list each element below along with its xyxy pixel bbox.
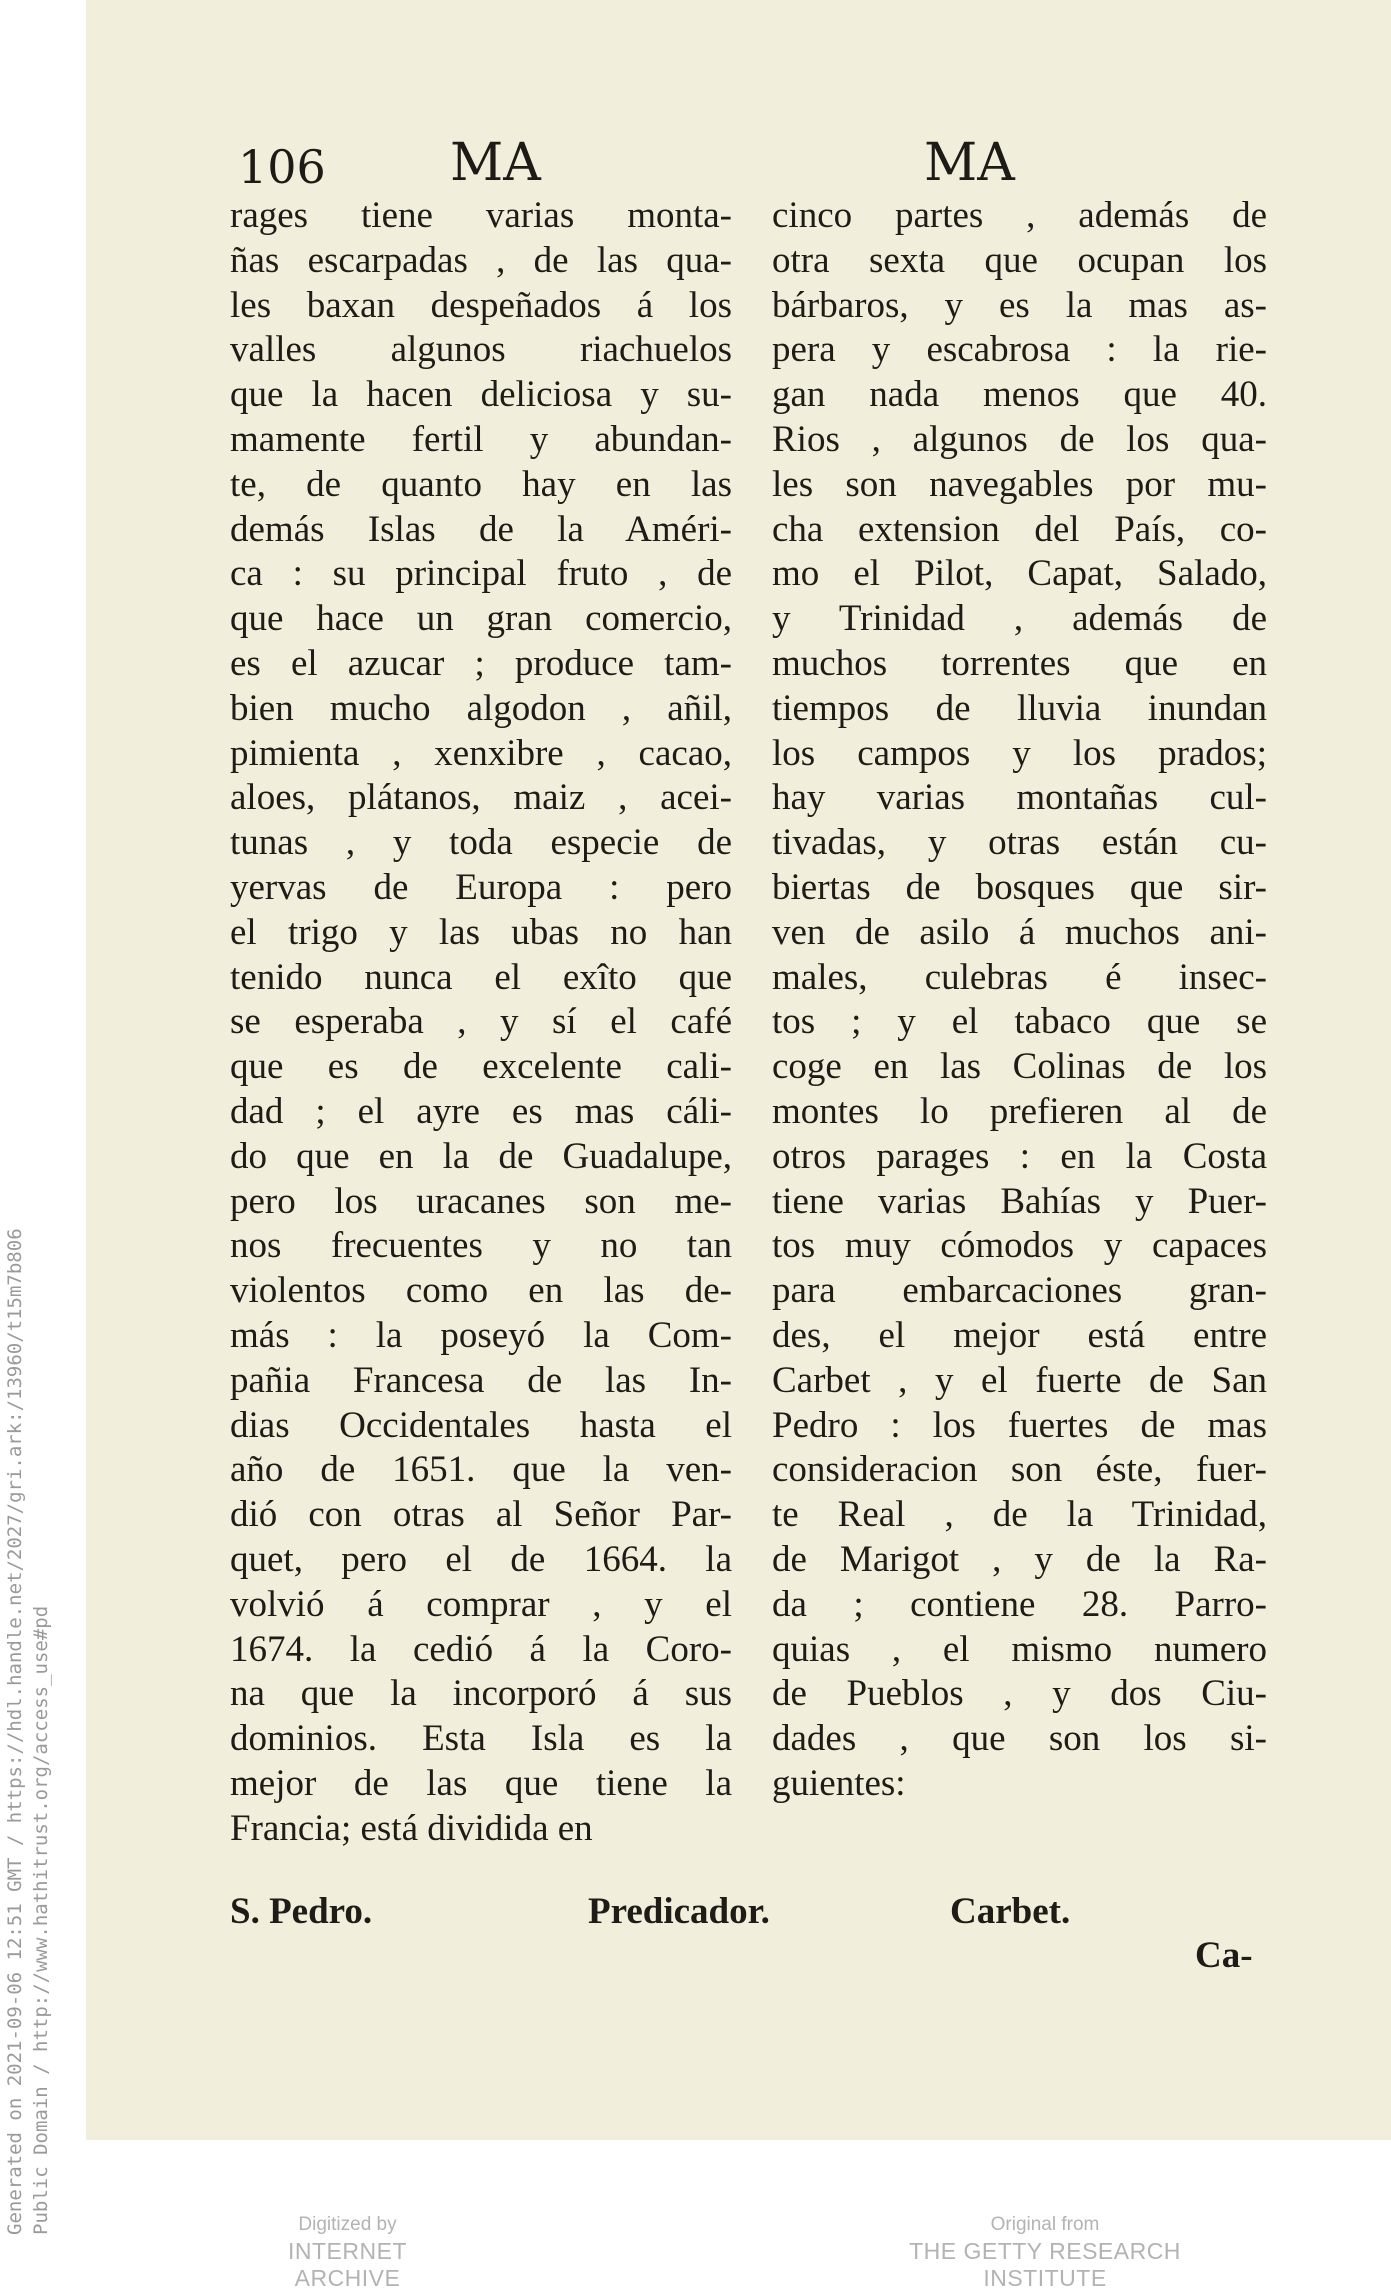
text-line: Carbet , y el fuerte de San	[772, 1359, 1267, 1401]
text-line: y Trinidad , además de	[772, 598, 1267, 640]
text-line: de Marigot , y de la Ra-	[772, 1538, 1267, 1580]
text-line: consideracion son éste, fuer-	[772, 1449, 1267, 1491]
text-line: año de 1651. que la ven-	[230, 1449, 732, 1491]
text-line: violentos como en las de-	[230, 1270, 732, 1312]
text-line: te Real , de la Trinidad,	[772, 1494, 1267, 1536]
text-line: ven de asilo á muchos ani-	[772, 911, 1267, 953]
text-line: biertas de bosques que sir-	[772, 866, 1267, 908]
text-line: cha extension del País, co-	[772, 508, 1267, 550]
text-line: valles algunos riachuelos	[230, 329, 732, 371]
text-line: tos muy cómodos y capaces	[772, 1225, 1267, 1267]
text-line: es el azucar ; produce tam-	[230, 642, 732, 684]
text-line: más : la poseyó la Com-	[230, 1314, 732, 1356]
text-line: mo el Pilot, Capat, Salado,	[772, 553, 1267, 595]
left-text-column	[230, 194, 732, 1851]
text-line: 1674. la cedió á la Coro-	[230, 1628, 732, 1670]
hathitrust-stamp	[0, 1150, 60, 2250]
text-line: quias , el mismo numero	[772, 1628, 1267, 1670]
text-line: muchos torrentes que en	[772, 642, 1267, 684]
text-line: tos ; y el tabaco que se	[772, 1001, 1267, 1043]
text-line: Pedro : los fuertes de mas	[772, 1404, 1267, 1446]
text-line: los campos y los prados;	[772, 732, 1267, 774]
text-line: se esperaba , y sí el café	[230, 1001, 732, 1043]
text-line: otra sexta que ocupan los	[772, 239, 1267, 281]
text-line: tunas , y toda especie de	[230, 822, 732, 864]
original-from-label: Original from	[990, 2214, 1100, 2235]
text-line: tiene varias Bahías y Puer-	[772, 1180, 1267, 1222]
city-name: Predicador.	[588, 1891, 770, 1932]
text-line: yervas de Europa : pero	[230, 866, 732, 908]
text-line: des, el mejor está entre	[772, 1314, 1267, 1356]
text-line: rages tiene varias monta-	[230, 195, 732, 236]
text-line: bien mucho algodon , añil,	[230, 687, 732, 729]
text-line: les son navegables por mu-	[772, 463, 1267, 505]
text-line: aloes, plátanos, maiz , acei-	[230, 777, 732, 819]
right-text-column	[772, 194, 1267, 1807]
text-line: males, culebras é insec-	[772, 956, 1267, 998]
city-name: S. Pedro.	[230, 1891, 373, 1932]
text-line: que la hacen deliciosa y su-	[230, 374, 732, 416]
digitized-by-label: Digitized by	[298, 2214, 397, 2235]
text-line: pero los uracanes son me-	[230, 1180, 732, 1222]
city-name: Carbet.	[950, 1891, 1071, 1932]
text-line: do que en la de Guadalupe,	[230, 1135, 732, 1177]
running-head-right: MA	[924, 133, 1015, 193]
text-line: que hace un gran comercio,	[230, 598, 732, 640]
text-line: otros parages : en la Costa	[772, 1135, 1267, 1177]
public-domain-stamp-line: Public Domain / http://www.hathitrust.org/access_use#pd	[30, 1605, 52, 2235]
text-line: bárbaros, y es la mas as-	[772, 284, 1267, 326]
text-line: nos frecuentes y no tan	[230, 1225, 732, 1267]
text-line: Rios , algunos de los qua-	[772, 418, 1267, 460]
text-line: ñas escarpadas , de las qua-	[230, 239, 732, 281]
text-line: dades , que son los si-	[772, 1718, 1267, 1760]
text-line: demás Islas de la Améri-	[230, 508, 732, 550]
page-number: 106	[238, 140, 326, 194]
text-line: na que la incorporó á sus	[230, 1673, 732, 1715]
text-line: pañia Francesa de las In-	[230, 1359, 732, 1401]
text-line: Francia; está dividida en	[230, 1807, 593, 1849]
text-line: te, de quanto hay en las	[230, 463, 732, 505]
generated-stamp-line: Generated on 2021-09-06 12:51 GMT / https://hdl.handle.net/2027/gri.ark:/13960/t15m7b806	[4, 1228, 26, 2235]
text-line: para embarcaciones gran-	[772, 1270, 1267, 1312]
text-line: les baxan despeñados á los	[230, 284, 732, 326]
text-line: pimienta , xenxibre , cacao,	[230, 732, 732, 774]
original-from-footer	[855, 2214, 1235, 2292]
text-line: guientes:	[772, 1762, 906, 1804]
text-line: mejor de las que tiene la	[230, 1762, 732, 1804]
text-line: tivadas, y otras están cu-	[772, 822, 1267, 864]
text-line: montes lo prefieren al de	[772, 1090, 1267, 1132]
text-line: tiempos de lluvia inundan	[772, 687, 1267, 729]
text-line: hay varias montañas cul-	[772, 777, 1267, 819]
catchword: Ca-	[1195, 1935, 1253, 1976]
text-line: que es de excelente cali-	[230, 1046, 732, 1088]
internet-archive-label: INTERNET ARCHIVE	[288, 2238, 407, 2291]
text-line: dominios. Esta Isla es la	[230, 1718, 732, 1760]
text-line: dad ; el ayre es mas cáli-	[230, 1090, 732, 1132]
text-line: dió con otras al Señor Par-	[230, 1494, 732, 1536]
text-line: pera y escabrosa : la rie-	[772, 329, 1267, 371]
running-head-left: MA	[450, 133, 541, 193]
text-line: cinco partes , además de	[772, 195, 1267, 236]
text-line: tenido nunca el exîto que	[230, 956, 732, 998]
text-line: ca : su principal fruto , de	[230, 553, 732, 595]
text-line: quet, pero el de 1664. la	[230, 1538, 732, 1580]
text-line: volvió á comprar , y el	[230, 1583, 732, 1625]
text-line: dias Occidentales hasta el	[230, 1404, 732, 1446]
text-line: gan nada menos que 40.	[772, 374, 1267, 416]
text-line: de Pueblos , y dos Ciu-	[772, 1673, 1267, 1715]
text-line: el trigo y las ubas no han	[230, 911, 732, 953]
text-line: coge en las Colinas de los	[772, 1046, 1267, 1088]
digitized-by-footer	[240, 2214, 455, 2292]
text-line: mamente fertil y abundan-	[230, 418, 732, 460]
text-line: da ; contiene 28. Parro-	[772, 1583, 1267, 1625]
getty-institute-label: THE GETTY RESEARCH INSTITUTE	[909, 2238, 1181, 2291]
